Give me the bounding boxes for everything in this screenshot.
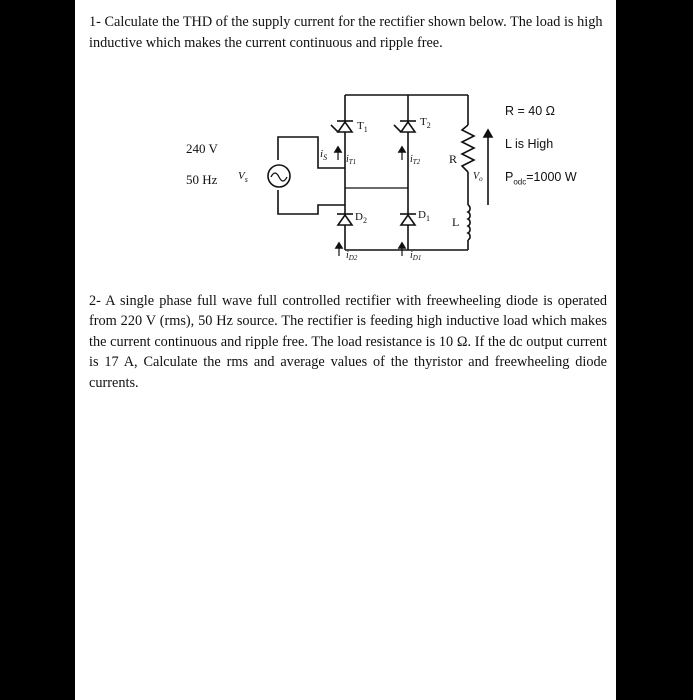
thyristor-t1-label: $T_1$ [357,120,368,134]
inductor-l-label: L [452,215,460,229]
question-1-text: 1- Calculate the THD of the supply current for the rectifier shown below. The load is high inductive which makes the current continuous and ripple free. [89,14,603,51]
current-id2-label: $i_{D2}$ [346,250,358,262]
source-voltage-label: 240 V [186,141,218,156]
source-bottom-wire [278,190,345,214]
load-resistor [462,125,474,172]
current-it1-label: $i_{T1}$ [346,154,357,166]
resistance-value: R = 40 Ω [505,104,555,118]
question-2-text: 2- A single phase full wave full controlled rectifier with freewheeling diode is operated from 220 V (rms), 50 Hz source. The rectifier is feeding high inductive load which makes the current continuous and ripple free. The load resistance is 10 Ω. If the dc output current is 17 A, Calculate the rms and average values of the thyristor and freewheeling diode currents. [89,293,607,391]
current-id1-label: $i_{D1}$ [410,250,422,262]
source-voltage-symbol: $V_s$ [238,170,248,184]
load-inductor [468,205,470,240]
power-subscript: odc [513,177,527,187]
output-voltage-label: $V_o$ [473,171,483,183]
inductance-value: L is High [505,137,554,151]
power-prefix: P [505,170,514,184]
source-frequency-label: 50 Hz [186,172,218,187]
thyristor-t2-label: $T_2$ [420,116,431,130]
resistor-r-label: R [449,152,458,166]
current-it2-label: $i_{T2}$ [410,154,421,166]
source-current-symbol: $i_S$ [320,148,328,162]
power-number: =1000 W [526,170,577,184]
diode-d2-label: $D_2$ [355,211,367,225]
diode-d1-label: $D_1$ [418,209,430,223]
